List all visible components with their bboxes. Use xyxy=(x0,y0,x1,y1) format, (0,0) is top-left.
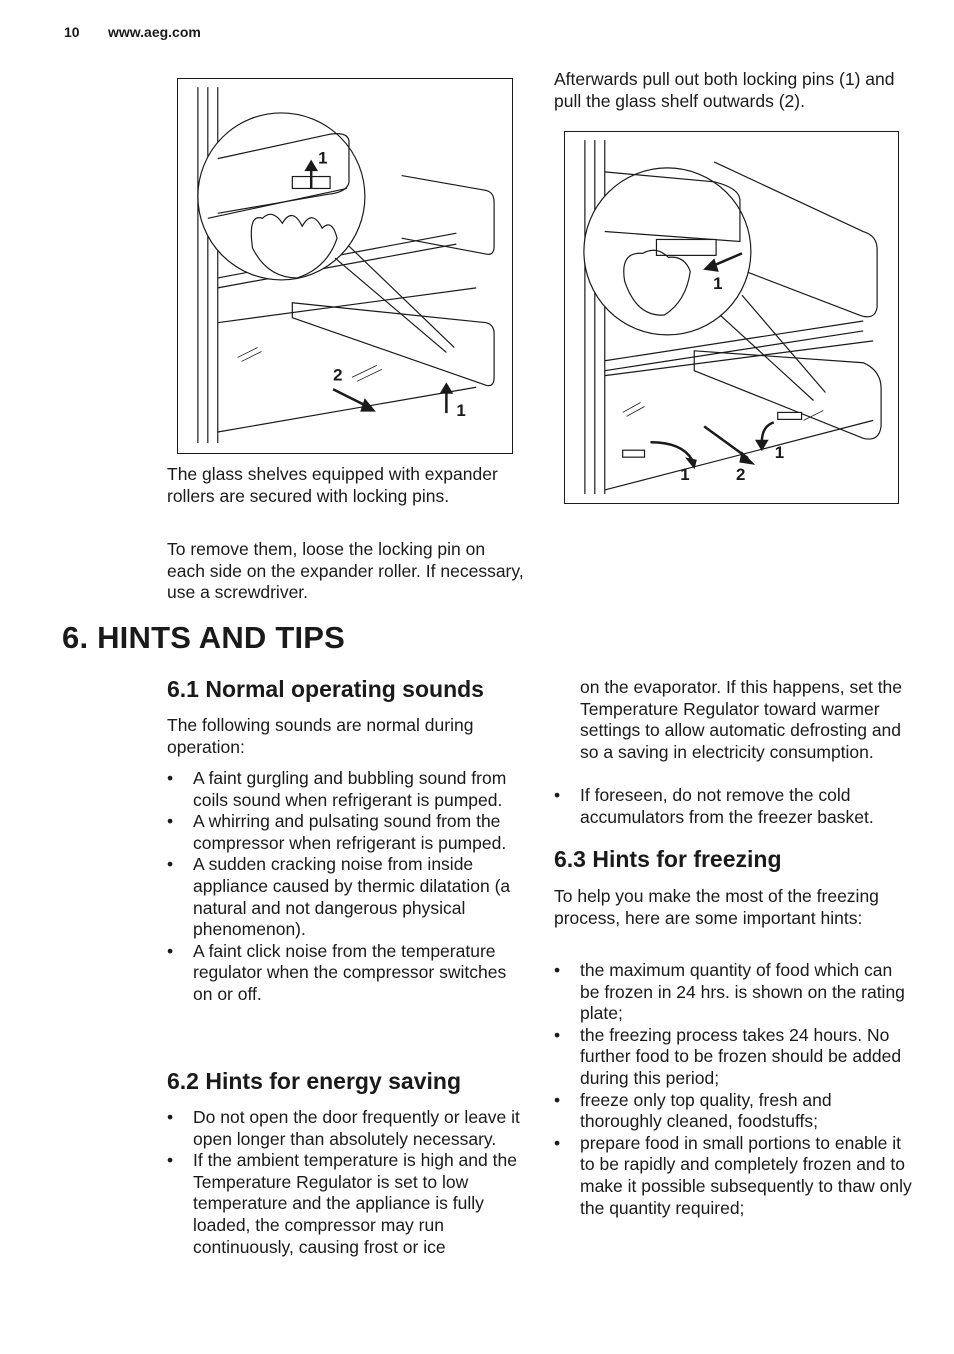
figure2-label-2: 1 xyxy=(680,465,690,485)
list-item: • A faint click noise from the temperature regulator when the compressor switches on or off. xyxy=(167,941,527,1006)
website-url: www.aeg.com xyxy=(108,24,201,40)
figure1-label-2: 2 xyxy=(333,365,343,385)
chapter-heading xyxy=(62,620,345,656)
energy-saving-list-continued xyxy=(554,785,914,828)
section-6-3-title: Hints for freezing xyxy=(592,846,782,872)
list-item: • prepare food in small portions to enable it to be rapidly and completely frozen and to make it possible subsequently to thaw only the quantity required; xyxy=(554,1133,914,1219)
list-item: • freeze only top quality, fresh and thoroughly cleaned, foodstuffs; xyxy=(554,1090,914,1133)
shelf-illustration-2 xyxy=(565,132,898,503)
normal-sounds-list xyxy=(167,768,527,1006)
section-6-3-intro: To help you make the most of the freezing process, here are some important hints: xyxy=(554,886,879,928)
energy-saving-continuation: on the evaporator. If this happens, set the Temperature Regulator toward warmer settings to allow automatic defrosting and so a saving in electricity consumption. xyxy=(580,677,903,762)
shelves-locking-pins-paragraph: The glass shelves equipped with expander rollers are secured with locking pins. xyxy=(167,464,498,506)
figure2-label-1: 1 xyxy=(713,274,723,294)
shelf-illustration-1 xyxy=(178,79,512,453)
freezing-hints-list xyxy=(554,960,914,1219)
section-6-2-heading xyxy=(167,1068,461,1095)
section-6-1-title: Normal operating sounds xyxy=(205,676,484,702)
section-6-2-number: 6.2 xyxy=(167,1068,199,1094)
remove-locking-pin-paragraph: To remove them, loose the locking pin on each side on the expander roller. If necessary, use a screwdriver. xyxy=(167,539,524,603)
list-item: • A sudden cracking noise from inside appliance caused by thermic dilatation (a natural and not dangerous physical phenomenon). xyxy=(167,854,527,940)
energy-saving-list xyxy=(167,1107,527,1258)
section-6-1-intro: The following sounds are normal during operation: xyxy=(167,715,474,757)
figure1-label-3: 1 xyxy=(456,401,466,421)
page-number: 10 xyxy=(64,24,80,40)
list-item: • A whirring and pulsating sound from the compressor when refrigerant is pumped. xyxy=(167,811,527,854)
section-6-3-number: 6.3 xyxy=(554,846,586,872)
list-item: • the maximum quantity of food which can be frozen in 24 hrs. is shown on the rating plate; xyxy=(554,960,914,1025)
section-6-1-number: 6.1 xyxy=(167,676,199,702)
list-item: • A faint gurgling and bubbling sound from coils sound when refrigerant is pumped. xyxy=(167,768,527,811)
list-item: • If foreseen, do not remove the cold accumulators from the freezer basket. xyxy=(554,785,914,828)
chapter-number: 6. xyxy=(62,620,89,655)
section-6-2-title: Hints for energy saving xyxy=(205,1068,461,1094)
chapter-title: HINTS AND TIPS xyxy=(97,620,346,655)
figure-pull-out-glass-shelf xyxy=(564,131,899,504)
figure2-label-4: 1 xyxy=(774,443,785,463)
section-6-1-heading xyxy=(167,676,484,703)
figure-shelf-locking-pins xyxy=(177,78,513,454)
page-header xyxy=(64,24,201,40)
list-item: • If the ambient temperature is high and the Temperature Regulator is set to low temperature and the appliance is fully loaded, the compressor may run continuously, causing frost or ice xyxy=(167,1150,527,1258)
figure1-label-1: 1 xyxy=(318,148,328,168)
figure2-label-3: 2 xyxy=(735,465,746,485)
list-item: • the freezing process takes 24 hours. No further food to be frozen should be added during this period; xyxy=(554,1025,914,1090)
pull-out-shelf-paragraph: Afterwards pull out both locking pins (1) and pull the glass shelf outwards (2). xyxy=(554,69,895,111)
section-6-3-heading xyxy=(554,846,782,873)
list-item: • Do not open the door frequently or leave it open longer than absolutely necessary. xyxy=(167,1107,527,1150)
